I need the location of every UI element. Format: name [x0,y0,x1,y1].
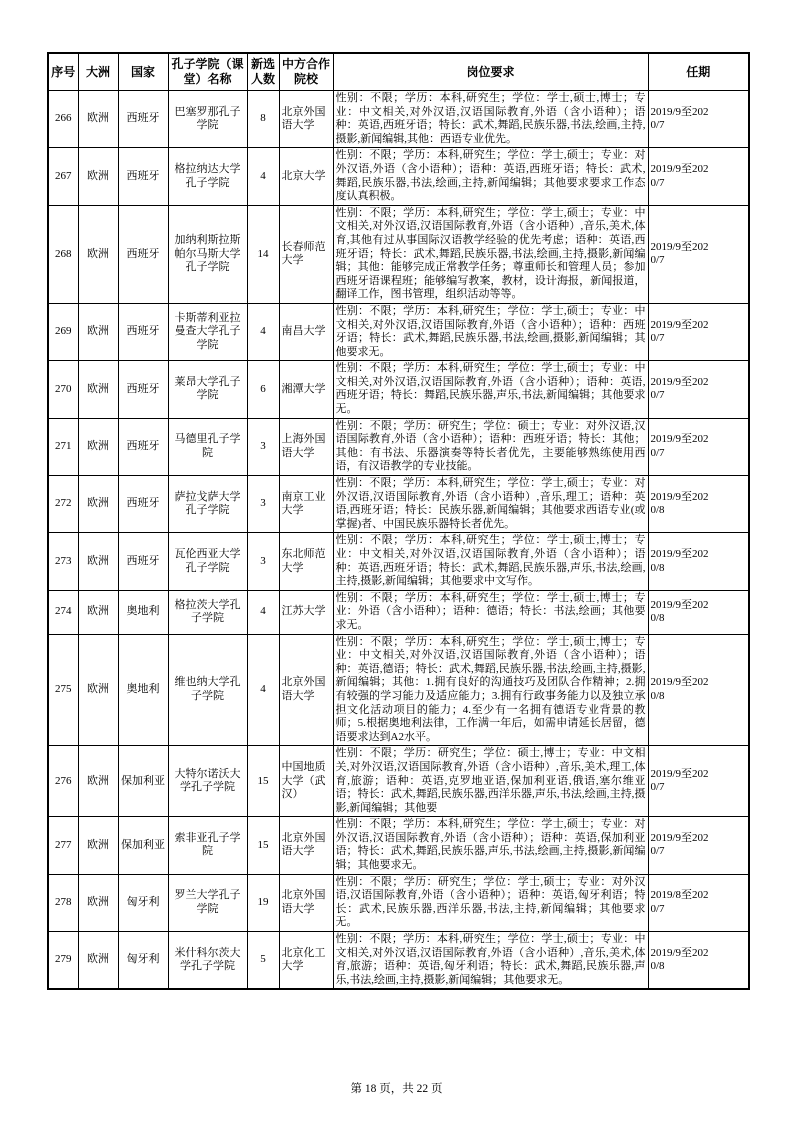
column-header: 新选人数 [247,53,279,91]
column-header: 任期 [648,53,749,91]
cell-new-selection-count: 14 [247,205,279,303]
cell-chinese-partner-university: 北京外国语大学 [279,634,333,746]
cell-country: 保加利亚 [118,746,168,817]
cell-position-requirements: 性别：不限；学历：研究生；学位：硕士,博士；专业：中文相关,对外汉语,汉语国际教育,外语（含小语种）,音乐,美术,理工,体育,旅游；语种：英语,克罗地亚语,保加利亚语,俄语,塞尔维亚语；特长：武术,舞蹈,民族乐器,西洋乐器,声乐,书法,绘画,主持,摄影,新闻编辑；其他要 [333,746,648,817]
cell-serial-number: 275 [48,634,78,746]
cell-new-selection-count: 3 [247,418,279,475]
table-row [48,590,749,634]
cell-term: 2019/9至2020/7 [648,418,749,475]
cell-chinese-partner-university: 南昌大学 [279,303,333,360]
cell-chinese-partner-university: 东北师范大学 [279,533,333,590]
table-row [48,533,749,590]
cell-country: 西班牙 [118,361,168,418]
cell-chinese-partner-university: 长春师范大学 [279,205,333,303]
table-row [48,476,749,533]
cell-institute-name: 莱昂大学孔子学院 [168,361,247,418]
cell-chinese-partner-university: 北京外国语大学 [279,874,333,931]
cell-serial-number: 267 [48,148,78,205]
cell-institute-name: 罗兰大学孔子学院 [168,874,247,931]
cell-country: 西班牙 [118,205,168,303]
table-row [48,634,749,746]
table-body [48,91,749,990]
cell-serial-number: 272 [48,476,78,533]
cell-term: 2019/9至2020/8 [648,634,749,746]
table-row [48,361,749,418]
cell-position-requirements: 性别：不限；学历：研究生；学位：硕士；专业：对外汉语,汉语国际教育,外语（含小语种）；语种：西班牙语；特长：其他；其他：有书法、乐器演奏等特长者优先，主要能够熟练使用西语，有汉语教学的专业技能。 [333,418,648,475]
cell-position-requirements: 性别：不限；学历：本科,研究生；学位：学士,硕士；专业：中文相关,对外汉语,汉语国际教育,外语（含小语种）,音乐,美术,体育,其他有过从事国际汉语教学经验的优先考虑；语种：英语,西班牙语；特长：武术,舞蹈,民族乐器,书法,绘画,主持,摄影,新闻编辑；其他：能够完成正常教学任务；尊重师长和管理人员；参加西班牙语课程班；能够编写教案，教材，设计海报，新闻报道，翻译工作，图书管理，组织活动等等。 [333,205,648,303]
cell-chinese-partner-university: 上海外国语大学 [279,418,333,475]
cell-new-selection-count: 8 [247,91,279,148]
cell-continent: 欧洲 [78,533,118,590]
cell-new-selection-count: 4 [247,148,279,205]
cell-country: 西班牙 [118,476,168,533]
table-row [48,303,749,360]
cell-position-requirements: 性别：不限；学历：本科,研究生；学位：学士,硕士；专业：对外汉语,汉语国际教育,外语（含小语种）；语种：英语,保加利亚语；特长：武术,舞蹈,民族乐器,声乐,书法,绘画,主持,摄影,新闻编辑；其他要求无。 [333,817,648,874]
cell-institute-name: 大特尔诺沃大学孔子学院 [168,746,247,817]
cell-new-selection-count: 3 [247,476,279,533]
cell-institute-name: 格拉茨大学孔子学院 [168,590,247,634]
cell-serial-number: 271 [48,418,78,475]
cell-term: 2019/9至2020/7 [648,746,749,817]
table-row [48,91,749,148]
cell-chinese-partner-university: 北京外国语大学 [279,91,333,148]
cell-term: 2019/8至2020/7 [648,874,749,931]
table-row [48,205,749,303]
column-header: 岗位要求 [333,53,648,91]
cell-continent: 欧洲 [78,932,118,990]
cell-chinese-partner-university: 江苏大学 [279,590,333,634]
table-header [48,53,749,91]
page-number-footer: 第 18 页，共 22 页 [350,1083,443,1095]
table-row [48,418,749,475]
cell-country: 西班牙 [118,533,168,590]
cell-term: 2019/9至2020/7 [648,205,749,303]
cell-position-requirements: 性别：不限；学历：本科,研究生；学位：学士,硕士；专业：中文相关,对外汉语,汉语国际教育,外语（含小语种）；语种：英语,西班牙语；特长：舞蹈,民族乐器,声乐,书法,新闻编辑；其他要求无。 [333,361,648,418]
cell-new-selection-count: 4 [247,303,279,360]
cell-term: 2019/9至2020/7 [648,361,749,418]
cell-chinese-partner-university: 北京外国语大学 [279,817,333,874]
table-row [48,874,749,931]
cell-term: 2019/9至2020/8 [648,476,749,533]
cell-serial-number: 277 [48,817,78,874]
cell-serial-number: 268 [48,205,78,303]
table-row [48,932,749,990]
cell-chinese-partner-university: 中国地质大学（武汉） [279,746,333,817]
cell-continent: 欧洲 [78,361,118,418]
cell-institute-name: 巴塞罗那孔子学院 [168,91,247,148]
cell-institute-name: 卡斯蒂利亚拉曼查大学孔子学院 [168,303,247,360]
cell-position-requirements: 性别：不限；学历：本科,研究生；学位：学士,硕士,博士；专业：中文相关,对外汉语,汉语国际教育,外语（含小语种）；语种：英语,德语；特长：武术,舞蹈,民族乐器,书法,绘画,主持,摄影,新闻编辑；其他：1.拥有良好的沟通技巧及团队合作精神；2.拥有较强的学习能力及适应能力；3.拥有行政事务能力以及独立承担文化活动项目的能力；4.至少有一名拥有德语专业背景的教师；5.根据奥地利法律，工作满一年后，如需申请延长居留，德语要求达到A2水平。 [333,634,648,746]
cell-country: 奥地利 [118,590,168,634]
cell-position-requirements: 性别：不限；学历：本科,研究生；学位：学士,硕士；专业：对外汉语,外语（含小语种）；语种：英语,西班牙语；特长：武术,舞蹈,民族乐器,书法,绘画,主持,新闻编辑；其他要求要求工作态度认真积极。 [333,148,648,205]
cell-term: 2019/9至2020/8 [648,932,749,990]
cell-new-selection-count: 15 [247,817,279,874]
cell-country: 奥地利 [118,634,168,746]
cell-chinese-partner-university: 湘潭大学 [279,361,333,418]
cell-position-requirements: 性别：不限；学历：本科,研究生；学位：学士,硕士；专业：中文相关,对外汉语,汉语国际教育,外语（含小语种）；语种：西班牙语；特长：武术,舞蹈,民族乐器,书法,绘画,摄影,新闻编辑；其他要求无。 [333,303,648,360]
cell-continent: 欧洲 [78,634,118,746]
cell-institute-name: 索非亚孔子学院 [168,817,247,874]
cell-institute-name: 米什科尔茨大学孔子学院 [168,932,247,990]
cell-continent: 欧洲 [78,91,118,148]
cell-continent: 欧洲 [78,303,118,360]
recruitment-table [47,52,750,990]
column-header: 中方合作院校 [279,53,333,91]
column-header: 孔子学院（课堂）名称 [168,53,247,91]
cell-position-requirements: 性别：不限；学历：本科,研究生；学位：学士,硕士,博士；专业：中文相关,对外汉语,汉语国际教育,外语（含小语种）；语种：英语,西班牙语；特长：武术,舞蹈,民族乐器,声乐,书法,绘画,主持,摄影,新闻编辑；其他要求中文写作。 [333,533,648,590]
cell-new-selection-count: 19 [247,874,279,931]
cell-continent: 欧洲 [78,476,118,533]
table-row [48,746,749,817]
table-row [48,148,749,205]
cell-term: 2019/9至2020/7 [648,91,749,148]
cell-country: 匈牙利 [118,874,168,931]
cell-continent: 欧洲 [78,590,118,634]
cell-term: 2019/9至2020/7 [648,303,749,360]
cell-serial-number: 269 [48,303,78,360]
cell-continent: 欧洲 [78,205,118,303]
cell-country: 匈牙利 [118,932,168,990]
cell-continent: 欧洲 [78,418,118,475]
cell-country: 保加利亚 [118,817,168,874]
cell-new-selection-count: 3 [247,533,279,590]
cell-continent: 欧洲 [78,874,118,931]
cell-continent: 欧洲 [78,148,118,205]
cell-serial-number: 266 [48,91,78,148]
cell-new-selection-count: 5 [247,932,279,990]
cell-new-selection-count: 4 [247,634,279,746]
cell-new-selection-count: 6 [247,361,279,418]
cell-institute-name: 马德里孔子学院 [168,418,247,475]
cell-term: 2019/9至2020/7 [648,817,749,874]
cell-position-requirements: 性别：不限；学历：本科,研究生；学位：学士,硕士,博士；专业：外语（含小语种）；语种：德语；特长：书法,绘画；其他要求无。 [333,590,648,634]
cell-chinese-partner-university: 南京工业大学 [279,476,333,533]
cell-serial-number: 279 [48,932,78,990]
column-header: 序号 [48,53,78,91]
cell-term: 2019/9至2020/8 [648,590,749,634]
cell-new-selection-count: 15 [247,746,279,817]
cell-country: 西班牙 [118,418,168,475]
cell-institute-name: 加纳利斯拉斯帕尔马斯大学孔子学院 [168,205,247,303]
header-row [48,53,749,91]
cell-continent: 欧洲 [78,817,118,874]
cell-position-requirements: 性别：不限；学历：本科,研究生；学位：学士,硕士,博士；专业：中文相关,对外汉语,汉语国际教育,外语（含小语种）；语种：英语,西班牙语；特长：武术,舞蹈,民族乐器,书法,绘画,主持,摄影,新闻编辑,其他：西语专业优先。 [333,91,648,148]
cell-country: 西班牙 [118,91,168,148]
cell-institute-name: 格拉纳达大学孔子学院 [168,148,247,205]
cell-institute-name: 瓦伦西亚大学孔子学院 [168,533,247,590]
column-header: 国家 [118,53,168,91]
cell-continent: 欧洲 [78,746,118,817]
cell-serial-number: 278 [48,874,78,931]
cell-institute-name: 维也纳大学孔子学院 [168,634,247,746]
cell-country: 西班牙 [118,303,168,360]
cell-serial-number: 270 [48,361,78,418]
cell-position-requirements: 性别：不限；学历：本科,研究生；学位：学士,硕士；专业：中文相关,对外汉语,汉语国际教育,外语（含小语种）,音乐,美术,体育,旅游；语种：英语,匈牙利语；特长：武术,舞蹈,民族乐器,声乐,书法,绘画,主持,摄影,新闻编辑；其他要求无。 [333,932,648,990]
cell-new-selection-count: 4 [247,590,279,634]
column-header: 大洲 [78,53,118,91]
cell-chinese-partner-university: 北京大学 [279,148,333,205]
cell-serial-number: 274 [48,590,78,634]
cell-position-requirements: 性别：不限；学历：研究生；学位：学士,硕士；专业：对外汉语,汉语国际教育,外语（含小语种）；语种：英语,匈牙利语；特长：武术,民族乐器,西洋乐器,书法,主持,新闻编辑；其他要求无。 [333,874,648,931]
cell-term: 2019/9至2020/8 [648,533,749,590]
table-row [48,817,749,874]
cell-chinese-partner-university: 北京化工大学 [279,932,333,990]
cell-term: 2019/9至2020/7 [648,148,749,205]
cell-position-requirements: 性别：不限；学历：本科,研究生；学位：学士,硕士；专业：对外汉语,汉语国际教育,外语（含小语种）,音乐,理工；语种：英语,西班牙语；特长：民族乐器,新闻编辑；其他要求西语专业(或掌握)者、中国民族乐器特长者优先。 [333,476,648,533]
cell-serial-number: 276 [48,746,78,817]
cell-serial-number: 273 [48,533,78,590]
cell-institute-name: 萨拉戈萨大学孔子学院 [168,476,247,533]
cell-country: 西班牙 [118,148,168,205]
